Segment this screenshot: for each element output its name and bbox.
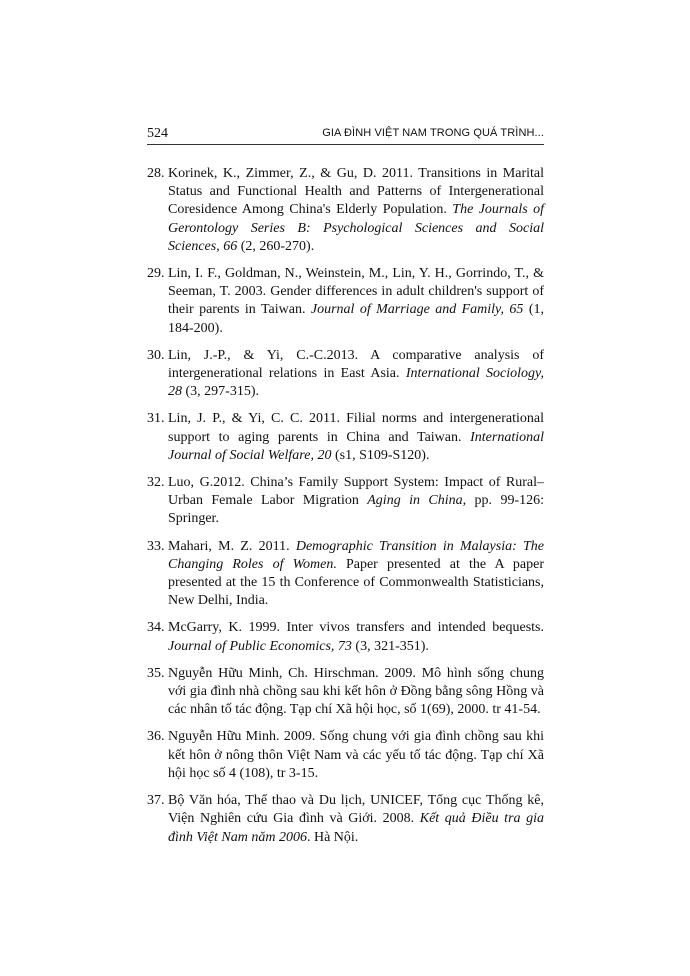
reference-text: Mahari, M. Z. 2011. — [168, 538, 296, 554]
reference-number: 35. — [147, 665, 165, 681]
reference-text: (1, 184-200). — [168, 302, 544, 336]
reference-number: 33. — [147, 538, 165, 554]
reference-item — [147, 165, 544, 256]
reference-text: (s1, S109-S120). — [331, 447, 430, 463]
reference-text: . Hà Nội. — [306, 829, 359, 845]
reference-item — [147, 410, 544, 465]
reference-item — [147, 347, 544, 402]
reference-number: 37. — [147, 793, 165, 809]
reference-title-italic: Journal of Public Economics, 73 — [168, 638, 352, 654]
reference-title-italic: Kết quả Điều tra gia đình Việt Nam năm 2006 — [168, 811, 545, 845]
reference-title-italic: Aging in China, — [367, 493, 467, 509]
running-title: GIA ĐÌNH VIỆT NAM TRONG QUÁ TRÌNH... — [322, 127, 544, 139]
reference-item — [147, 474, 544, 529]
reference-text: Nguyễn Hữu Minh. 2009. Sống chung với gia đình chồng sau khi kết hôn ở nông thôn Việt Nam và các yếu tố tác động. Tạp chí Xã hội học số 4 (108), tr 3-15. — [168, 729, 544, 781]
reference-text: Paper presented at the A paper presented at the 15 th Conference of Commonwealth Statisticians, New Delhi, India. — [168, 556, 544, 609]
reference-item — [147, 538, 544, 611]
reference-text: Luo, G.2012. China’s Family Support System: Impact of Rural–Urban Female Labor Migration — [168, 475, 544, 509]
reference-number: 31. — [147, 411, 165, 427]
reference-text: Lin, I. F., Goldman, N., Weinstein, M., Lin, Y. H., Gorrindo, T., & Seeman, T. 2003. Gender differences in adult children's support of their parents in Taiwan. — [168, 266, 544, 318]
reference-item — [147, 619, 544, 655]
reference-number: 32. — [147, 475, 165, 491]
reference-text: Lin, J. P., & Yi, C. C. 2011. Filial norms and intergenerational support to aging parents in China and Taiwan. — [168, 411, 544, 445]
reference-text: Lin, J.-P., & Yi, C.-C.2013. A comparative analysis of intergenerational relations in East Asia. — [168, 347, 544, 382]
reference-text: (2, 260-270). — [237, 238, 315, 254]
reference-item — [147, 665, 544, 720]
reference-item — [147, 792, 544, 847]
reference-text: Bộ Văn hóa, Thể thao và Du lịch, UNICEF, Tổng cục Thống kê, Viện Nghiên cứu Gia đình và Giới. 2008. — [168, 793, 544, 827]
reference-title-italic: International Sociology, 28 — [168, 366, 544, 400]
reference-text: Nguyễn Hữu Minh, Ch. Hirschman. 2009. Mô hình sống chung với gia đình nhà chồng sau khi kết hôn ở Đồng bằng sông Hồng và các nhân tố tác động. Tạp chí Xã hội học, số 1(69), 2000. tr 41-54. — [168, 665, 544, 718]
reference-number: 34. — [147, 620, 165, 636]
page-number: 524 — [147, 126, 168, 141]
reference-text: Korinek, K., Zimmer, Z., & Gu, D. 2011. Transitions in Marital Status and Functional Health and Patterns of Intergenerational Coresidence Among China's Elderly Population. — [168, 166, 544, 218]
reference-text: McGarry, K. 1999. Inter vivos transfers and intended bequests. — [168, 620, 544, 636]
reference-title-italic: Journal of Marriage and Family, 65 — [310, 302, 524, 318]
page-header — [147, 126, 544, 146]
reference-list — [147, 165, 544, 856]
reference-number: 36. — [147, 729, 165, 745]
reference-title-italic: International Journal of Social Welfare, 20 — [168, 429, 544, 463]
header-rule — [147, 144, 544, 145]
reference-text: pp. 99-126: Springer. — [168, 493, 544, 527]
reference-number: 28. — [147, 166, 165, 181]
reference-text: (3, 297-315). — [182, 384, 259, 400]
reference-number: 29. — [147, 266, 165, 282]
reference-item — [147, 728, 544, 783]
reference-item — [147, 265, 544, 338]
reference-number: 30. — [147, 347, 165, 363]
reference-text: (3, 321-351). — [351, 638, 429, 654]
reference-title-italic: The Journals of Gerontology Series B: Psychological Sciences and Social Sciences, 66 — [168, 202, 544, 254]
reference-title-italic: Demographic Transition in Malaysia: The Changing Roles of Women. — [168, 538, 544, 572]
